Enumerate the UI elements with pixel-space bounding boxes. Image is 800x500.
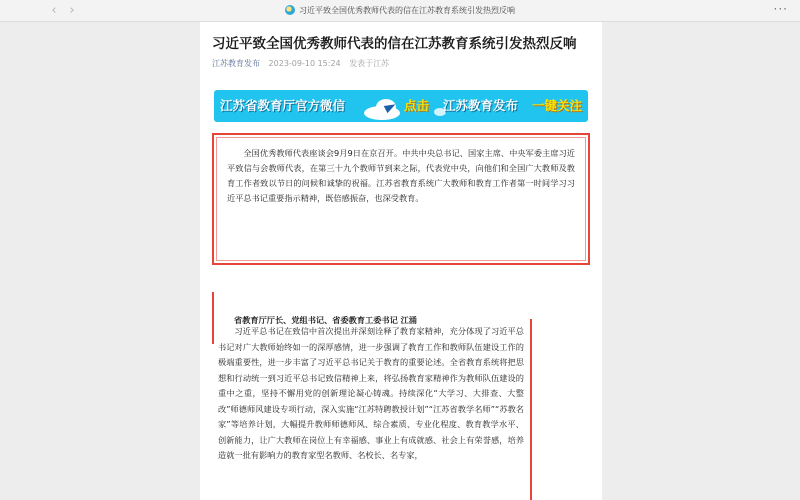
follow-banner[interactable]: [214, 90, 588, 122]
more-options-button[interactable]: ···: [773, 2, 788, 16]
intro-paragraph: 全国优秀教师代表座谈会9月9日在京召开。中共中央总书记、国家主席、中央军委主席习近平致信与会教师代表，在第三十九个教师节到来之际，代表党中央，向他们和全国广大教师及教育工作者致以节日的问候和诚挚的祝福。江苏省教育系统广大教师和教育工作者第一时间学习习近平总书记重要指示精神，既倍感振奋，也深受教育。: [227, 148, 575, 203]
intro-box-inner: [216, 137, 586, 261]
banner-click-text: 点击: [404, 98, 430, 113]
publish-location: 发表于江苏: [349, 59, 390, 68]
author-link[interactable]: 江苏教育发布: [212, 59, 260, 68]
body-quote-block: [212, 319, 532, 500]
browser-titlebar: [0, 0, 800, 22]
window-title-text: 习近平致全国优秀教师代表的信在江苏教育系统引发热烈反响: [299, 6, 515, 15]
forward-button[interactable]: ›: [69, 3, 75, 18]
banner-official-text: 江苏省教育厅官方微信: [220, 98, 346, 113]
article-page: [200, 22, 602, 500]
intro-box: [212, 133, 590, 265]
section-heading: 省教育厅厅长、党组书记、省委教育工委书记 江涌: [234, 315, 417, 325]
window-title: [0, 4, 800, 18]
body-paragraph: 习近平总书记在致信中首次提出并深刻诠释了教育家精神，充分体现了习近平总书记对广大教师始终如一的深厚感情，进一步强调了教育工作和教师队伍建设工作的极端重要性，进一步丰富了习近平总书记关于教育的重要论述。全省教育系统将把思想和行动统一到习近平总书记致信精神上来，将弘扬教育家精神作为教师队伍建设的重中之重，坚持不懈用党的创新理论凝心铸魂。持续深化“大学习、大排查、大整改”师德师风建设专项行动，深入实施“江苏特聘教授计划”“江苏省教学名师”“苏教名家”等培养计划，大幅提升教师师德师风、综合素质、专业化程度、教育教学水平、创新能力，让广大教师在岗位上有幸福感、事业上有成就感、社会上有荣誉感，培养造就一批有影响力的教育家型名教师、名校长、名专家，: [218, 326, 524, 460]
publish-date: 2023-09-10 15:24: [268, 59, 341, 68]
banner-follow-text: 一键关注: [532, 98, 583, 113]
article-meta: [212, 58, 389, 70]
article-title: 习近平致全国优秀教师代表的信在江苏教育系统引发热烈反响: [212, 36, 577, 52]
banner-account-text: 江苏教育发布: [443, 98, 519, 113]
back-button[interactable]: ‹: [51, 3, 57, 18]
site-favicon-icon: [285, 5, 295, 15]
